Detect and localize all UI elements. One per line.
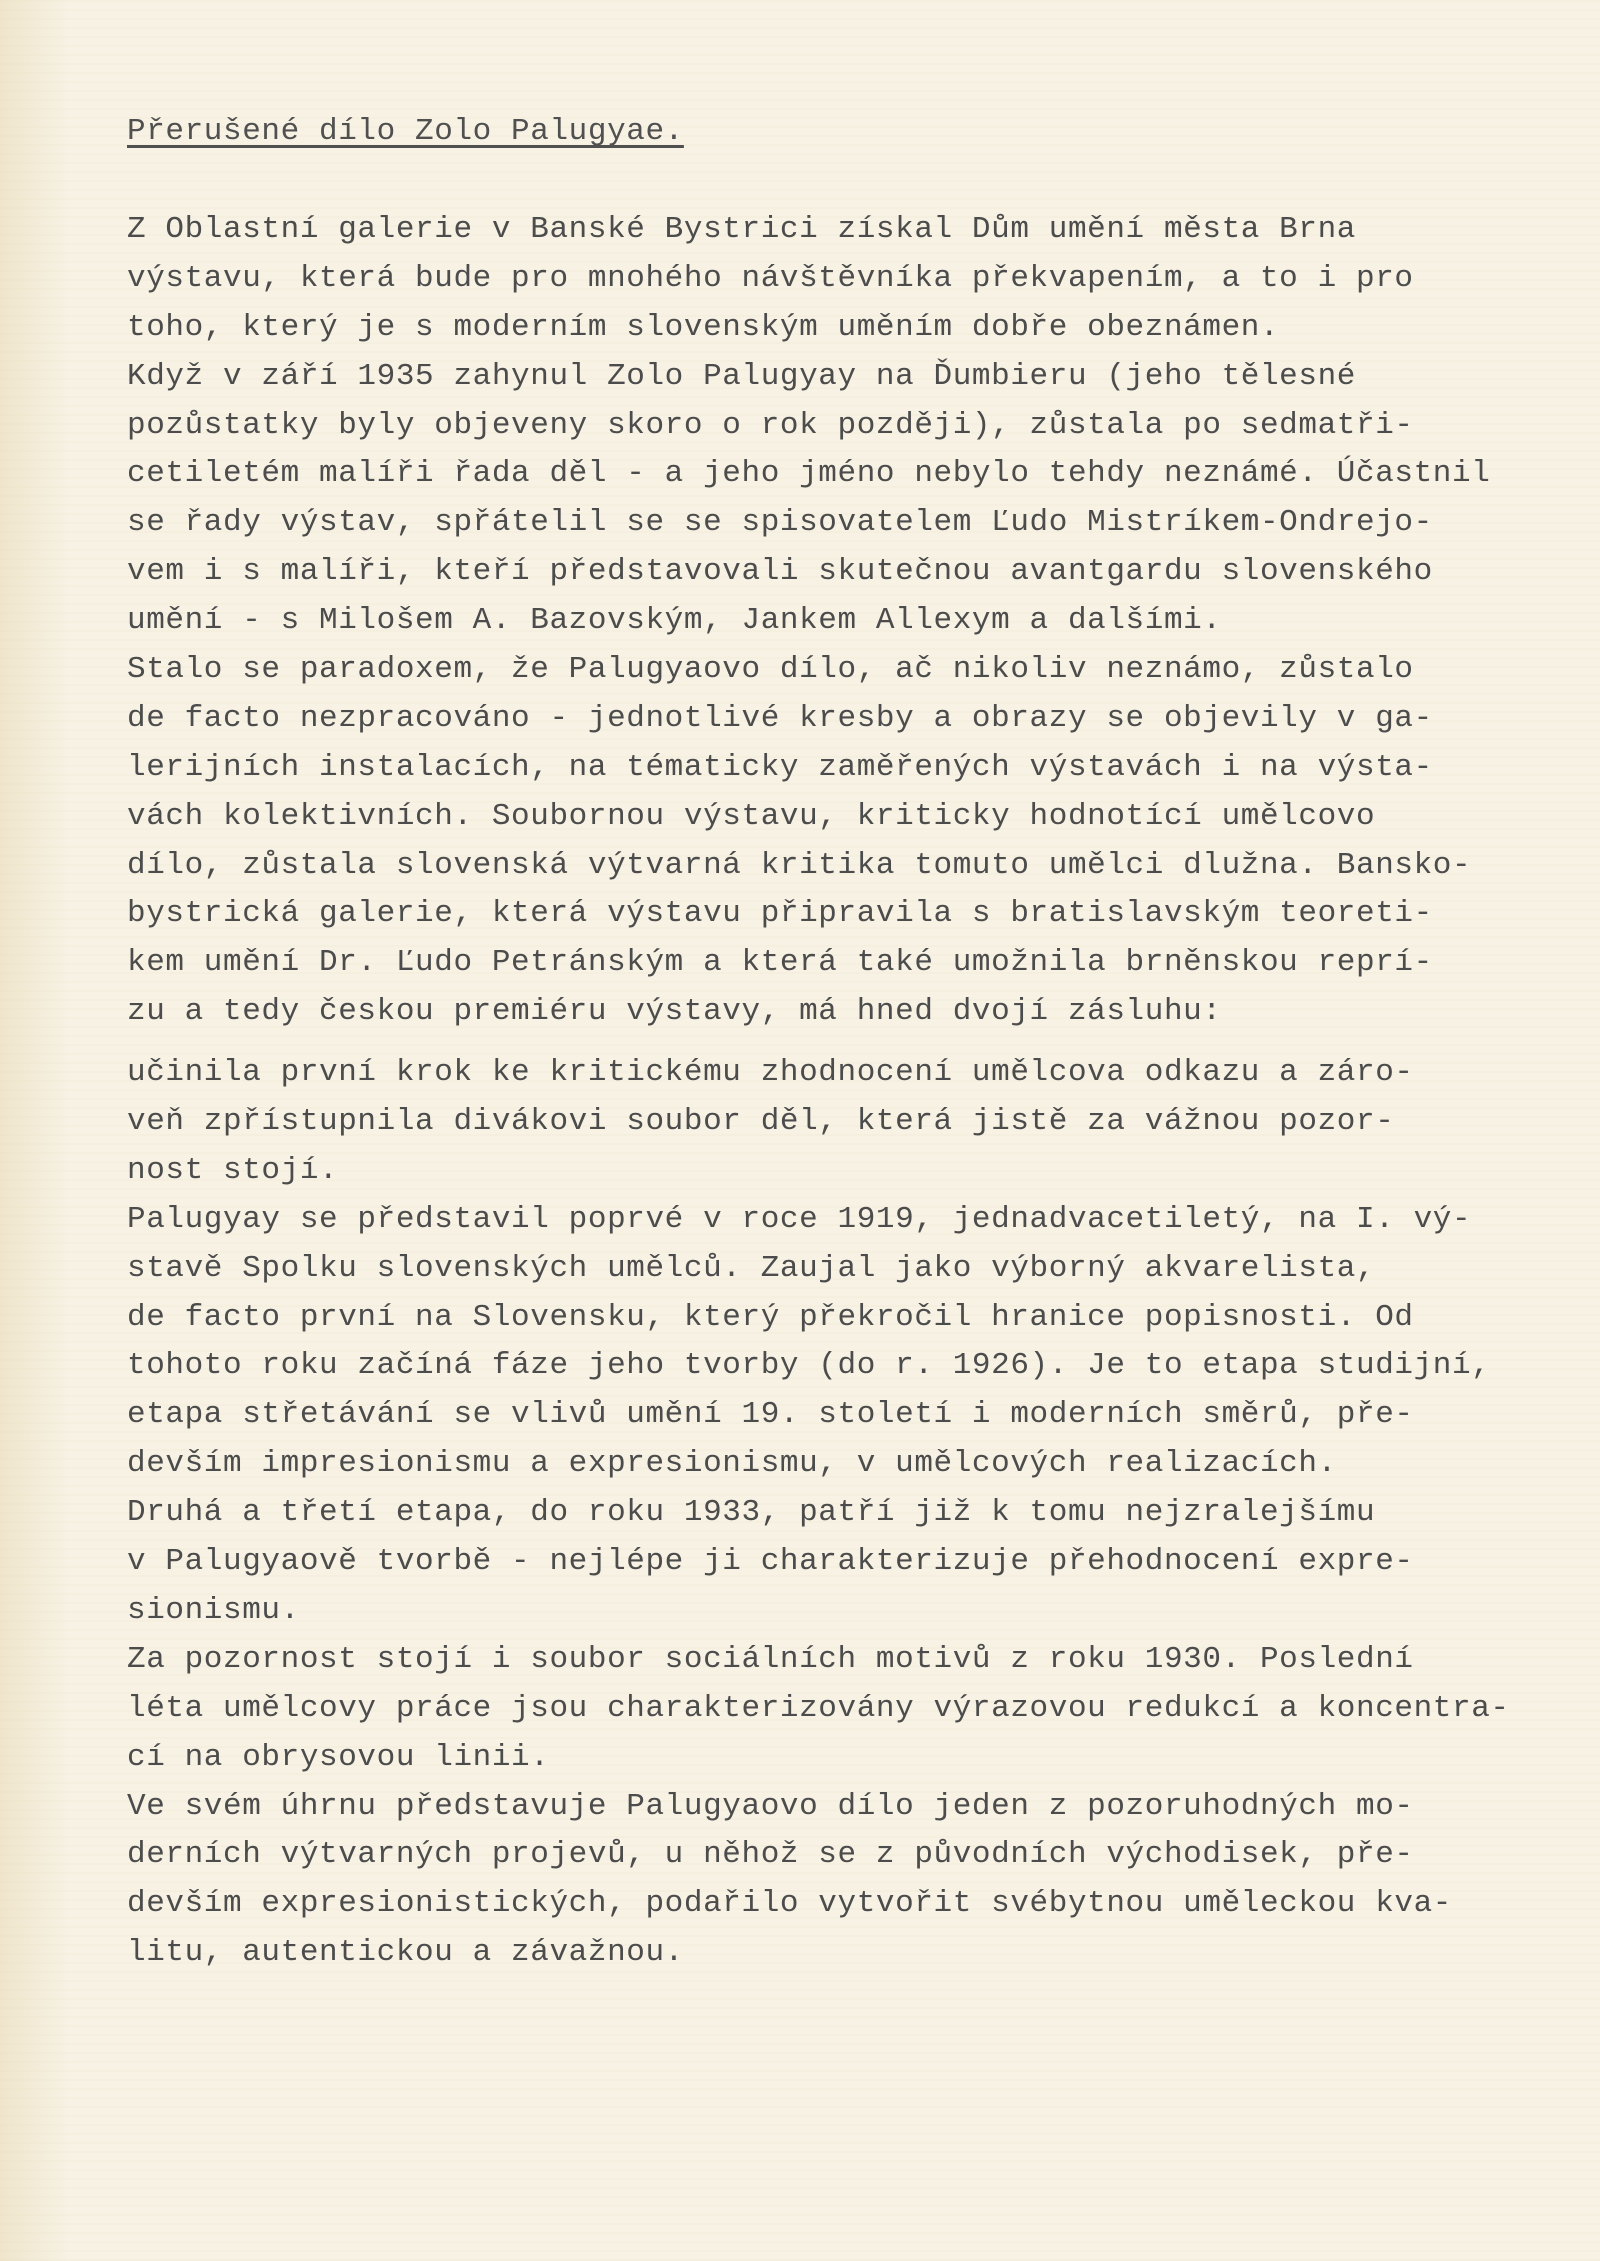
document-title: Přerušené dílo Zolo Palugyae. <box>127 114 684 149</box>
text-line: nost stojí. <box>127 1152 339 1188</box>
text-line: vem i s malíři, kteří představovali skutečnou avantgardu slovenského <box>127 554 1433 590</box>
text-line: v Palugyaově tvorbě - nejlépe ji charakterizuje přehodnocení expre- <box>127 1544 1414 1580</box>
text-line: Když v září 1935 zahynul Zolo Palugyay na Ďumbieru (jeho tělesné <box>127 358 1356 394</box>
text-line: Druhá a třetí etapa, do roku 1933, patří již k tomu nejzralejšímu <box>127 1495 1376 1531</box>
text-line: cí na obrysovou linii. <box>127 1739 550 1775</box>
typewritten-document <box>127 108 1567 1978</box>
text-line: kem umění Dr. Ľudo Petránským a která také umožnila brněnskou reprí- <box>127 945 1433 981</box>
text-line: Palugyay se představil poprvé v roce 1919, jednadvacetiletý, na I. vý- <box>127 1201 1472 1237</box>
text-line: devším impresionismu a expresionismu, v umělcových realizacích. <box>127 1446 1337 1482</box>
text-line: Stalo se paradoxem, že Palugyaovo dílo, ač nikoliv neznámo, zůstalo <box>127 652 1414 688</box>
text-line: učinila první krok ke kritickému zhodnocení umělcova odkazu a záro- <box>127 1055 1414 1091</box>
text-line: lerijních instalacích, na tématicky zaměřených výstavách i na výsta- <box>127 749 1433 785</box>
text-line: cetiletém malíři řada děl - a jeho jméno nebylo tehdy neznámé. Účastnil <box>127 456 1491 492</box>
text-line: Z Oblastní galerie v Banské Bystrici získal Dům umění města Brna <box>127 212 1356 247</box>
text-line: litu, autentickou a závažnou. <box>127 1935 684 1971</box>
text-line: výstavu, která bude pro mnohého návštěvníka překvapením, a to i pro <box>127 260 1414 296</box>
text-line: zu a tedy českou premiéru výstavy, má hned dvojí zásluhu: <box>127 994 1222 1030</box>
text-line: umění - s Milošem A. Bazovským, Jankem Allexym a dalšími. <box>127 603 1222 639</box>
text-line: veň zpřístupnila divákovi soubor děl, která jistě za vážnou pozor- <box>127 1104 1395 1140</box>
text-line: derních výtvarných projevů, u něhož se z původních východisek, pře- <box>127 1837 1414 1873</box>
text-line: se řady výstav, spřátelil se se spisovatelem Ľudo Mistríkem-Ondrejo- <box>127 505 1433 541</box>
text-line: Za pozornost stojí i soubor sociálních motivů z roku 1930. Poslední <box>127 1641 1414 1677</box>
text-line: pozůstatky byly objeveny skoro o rok později), zůstala po sedmatři- <box>127 407 1414 443</box>
text-line: léta umělcovy práce jsou charakterizovány výrazovou redukcí a koncentra- <box>127 1690 1510 1726</box>
text-line: de facto nezpracováno - jednotlivé kresby a obrazy se objevily v ga- <box>127 700 1433 736</box>
text-line: de facto první na Slovensku, který překročil hranice popisnosti. Od <box>127 1299 1414 1335</box>
title-spacing <box>127 156 1567 206</box>
text-line: vách kolektivních. Soubornou výstavu, kriticky hodnotící umělcovo <box>127 798 1376 834</box>
text-line: toho, který je s moderním slovenským uměním dobře obeznámen. <box>127 309 1280 345</box>
text-line: tohoto roku začíná fáze jeho tvorby (do r. 1926). Je to etapa studijní, <box>127 1348 1491 1384</box>
text-line: sionismu. <box>127 1592 300 1628</box>
text-line: etapa střetávání se vlivů umění 19. století i moderních směrů, pře- <box>127 1397 1414 1433</box>
text-line: dílo, zůstala slovenská výtvarná kritika tomuto umělci dlužna. Bansko- <box>127 847 1472 883</box>
text-line: devším expresionistických, podařilo vytvořit svébytnou uměleckou kva- <box>127 1886 1453 1922</box>
text-line: stavě Spolku slovenských umělců. Zaujal jako výborný akvarelista, <box>127 1250 1376 1286</box>
text-line: bystrická galerie, která výstavu připravila s bratislavským teoreti- <box>127 896 1433 932</box>
text-line: Ve svém úhrnu představuje Palugyaovo dílo jeden z pozoruhodných mo- <box>127 1788 1414 1824</box>
paragraph-spacing <box>127 1037 1567 1049</box>
